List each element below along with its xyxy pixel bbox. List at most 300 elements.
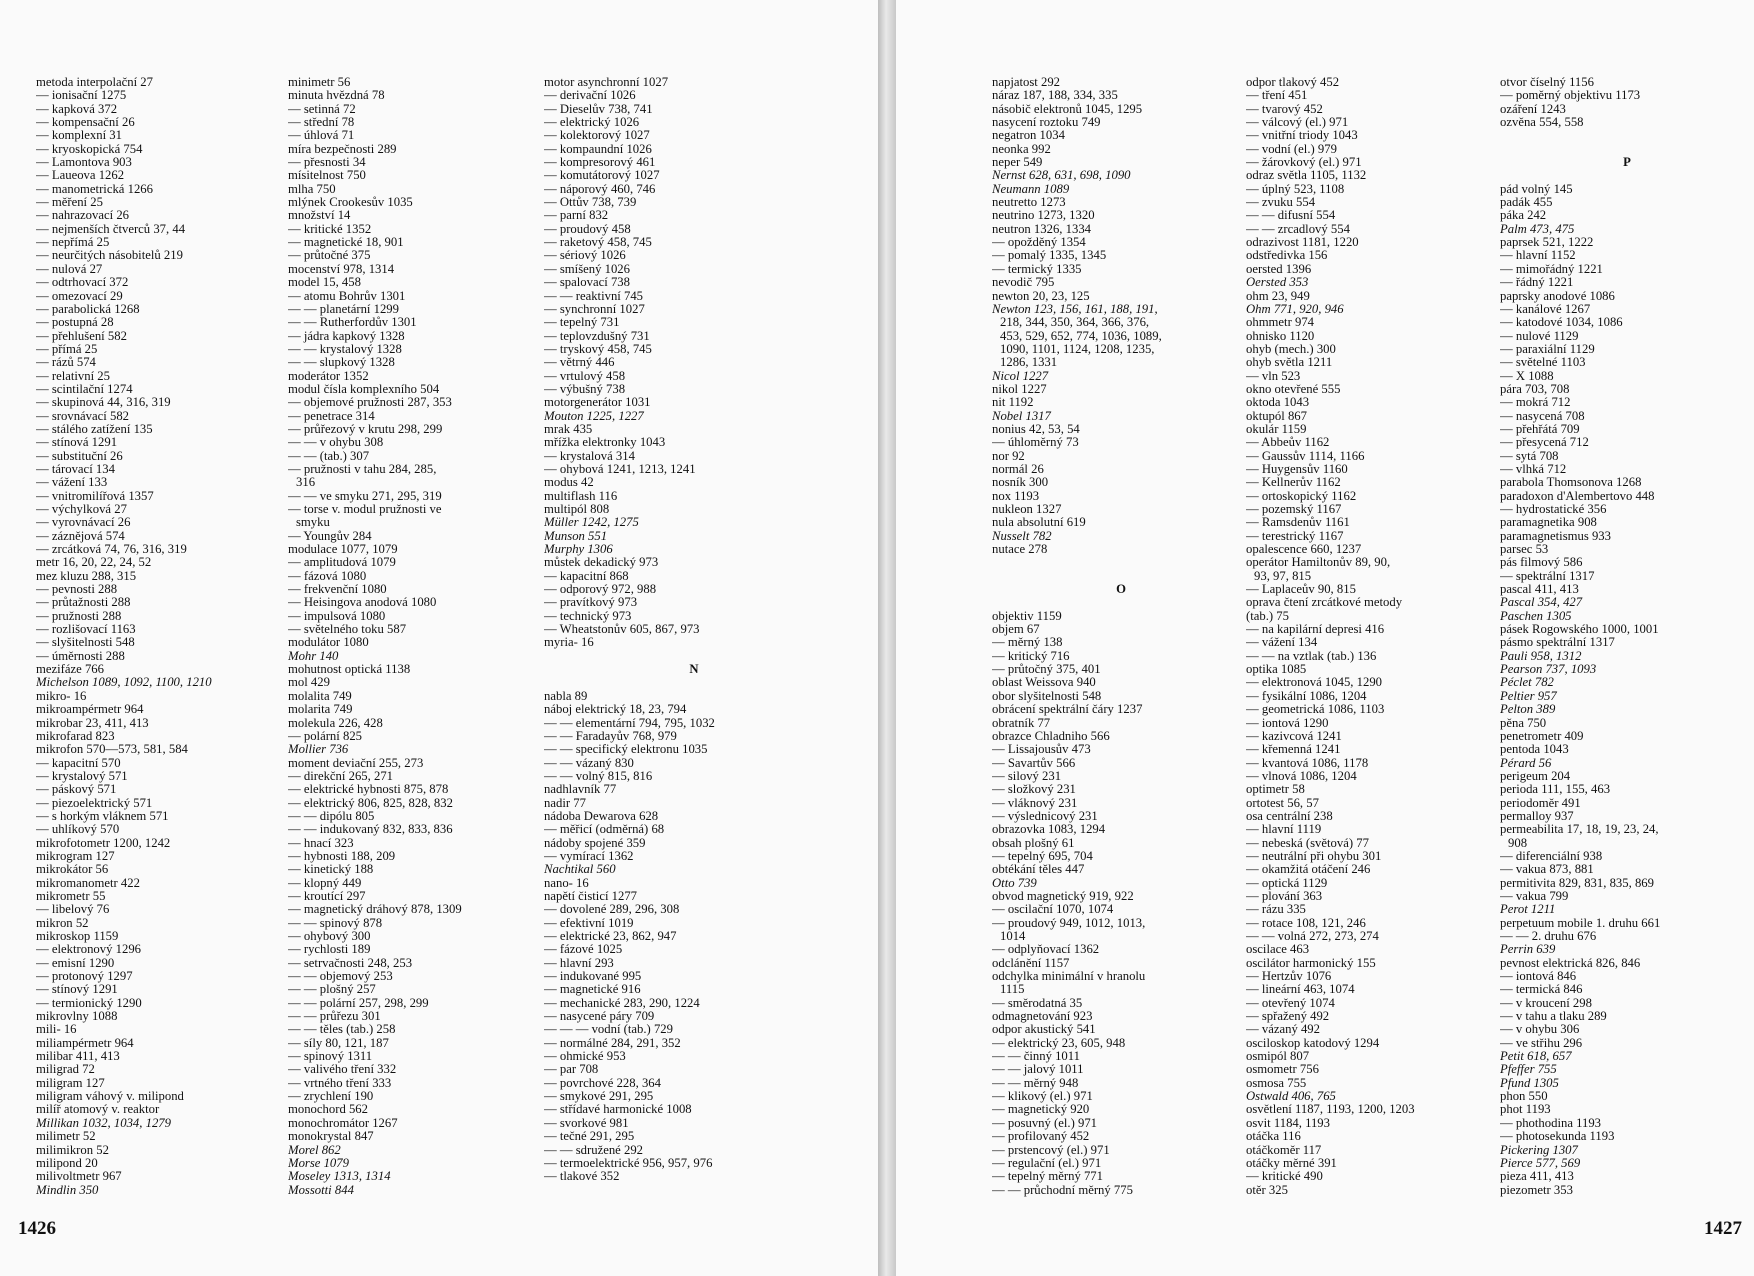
index-entry: — dovolené 289, 296, 308 [544, 902, 680, 917]
index-entry: — normálné 284, 291, 352 [544, 1035, 681, 1050]
index-entry: — vnitřní triody 1043 [1246, 128, 1358, 143]
index-entry: piezometr 353 [1500, 1182, 1573, 1197]
index-entry: — kritické 1352 [288, 221, 372, 236]
index-entry: — střídavé harmonické 1008 [544, 1102, 692, 1117]
index-entry: Moseley 1313, 1314 [288, 1169, 391, 1184]
index-entry: — parabolická 1268 [36, 301, 140, 316]
index-entry: neutretto 1273 [992, 195, 1066, 210]
index-entry: — vymírací 1362 [544, 848, 634, 863]
index-entry: nutace 278 [992, 542, 1048, 557]
index-entry: — — průchodní měrný 775 [992, 1182, 1133, 1197]
index-entry: — elektrické hybnosti 875, 878 [288, 782, 449, 797]
index-entry: perigeum 204 [1500, 768, 1571, 783]
index-entry: obrácení spektrální čáry 1237 [992, 702, 1143, 717]
index-entry: — ohybová 1241, 1213, 1241 [544, 461, 696, 476]
index-entry: — proudový 949, 1012, 1013, [992, 915, 1146, 930]
index-entry: nadir 77 [544, 795, 586, 810]
index-entry: milíř atomový v. reaktor [36, 1102, 160, 1117]
index-entry: mísitelnost 750 [288, 168, 366, 183]
index-entry: — — Faradayův 768, 979 [544, 728, 677, 743]
index-entry: Michelson 1089, 1092, 1100, 1210 [36, 675, 212, 690]
index-entry: — — 2. druhu 676 [1500, 929, 1597, 943]
index-entry: mikrogram 127 [36, 848, 115, 863]
index-entry: — iontová 846 [1500, 969, 1577, 984]
index-entry: násobič elektronů 1045, 1295 [992, 101, 1143, 116]
index-entry: Neumann 1089 [992, 181, 1070, 196]
index-entry: — direkční 265, 271 [288, 768, 394, 783]
index-entry: — v tahu a tlaku 289 [1500, 1009, 1607, 1024]
index-entry: phon 550 [1500, 1089, 1548, 1104]
index-entry: obvod magnetický 919, 922 [992, 888, 1134, 903]
blank-line [992, 596, 1250, 609]
index-entry: mlýnek Crookesův 1035 [288, 195, 413, 210]
index-entry: — — elementární 794, 795, 1032 [544, 715, 715, 730]
index-entry: odmagnetování 923 [992, 1009, 1093, 1024]
index-entry: oersted 1396 [1246, 261, 1312, 276]
index-entry: — — slupkový 1328 [288, 355, 395, 370]
index-entry: — — Rutherfordův 1301 [288, 315, 417, 330]
index-entry: 1115 [1000, 982, 1025, 997]
index-entry: pieza 411, 413 [1500, 1169, 1574, 1184]
index-entry: odpor tlakový 452 [1246, 76, 1340, 89]
index-entry: — stínový 1291 [36, 982, 118, 997]
index-entry: penetrometr 409 [1500, 728, 1584, 743]
index-entry: — — ve smyku 271, 295, 319 [288, 488, 442, 503]
index-entry: — optická 1129 [1246, 875, 1328, 890]
index-entry: — kryoskopická 754 [36, 141, 143, 156]
index-entry: Perrin 639 [1500, 942, 1556, 957]
index-entry: — tepelný měrný 771 [992, 1169, 1103, 1184]
index-entry: — kinetický 188 [288, 862, 374, 877]
index-entry: pád volný 145 [1500, 181, 1573, 196]
index-entry: — termická 846 [1500, 982, 1583, 997]
index-entry: — Gaussův 1114, 1166 [1246, 448, 1365, 463]
index-entry: neper 549 [992, 155, 1043, 170]
index-entry: nadhlavník 77 [544, 782, 617, 797]
index-entry: milibar 411, 413 [36, 1049, 120, 1064]
index-entry: — vláknový 231 [992, 795, 1078, 810]
index-entry: okno otevřené 555 [1246, 381, 1341, 396]
index-entry: obor slyšitelnosti 548 [992, 688, 1102, 703]
index-entry: otáčka 116 [1246, 1129, 1301, 1144]
index-entry: — profilovaný 452 [992, 1129, 1090, 1144]
index-entry: — derivační 1026 [544, 88, 636, 103]
index-entry: Müller 1242, 1275 [544, 515, 639, 530]
index-entry: — průtažnosti 288 [36, 595, 131, 610]
index-entry: — magnetický 920 [992, 1102, 1090, 1117]
index-entry: — substituční 26 [36, 448, 123, 463]
index-entry: mlha 750 [288, 181, 336, 196]
index-entry: mikroskop 1159 [36, 929, 119, 943]
index-entry: milimetr 52 [36, 1129, 96, 1144]
index-entry: — — reaktivní 745 [544, 288, 644, 303]
index-entry: odpor akustický 541 [992, 1022, 1096, 1037]
index-entry: mezifáze 766 [36, 662, 104, 677]
index-entry: pentoda 1043 [1500, 742, 1569, 757]
index-entry: — manometrická 1266 [36, 181, 153, 196]
index-entry: Ostwald 406, 765 [1246, 1089, 1336, 1104]
index-entry: 93, 97, 815 [1254, 568, 1312, 583]
index-entry: — zrychlení 190 [288, 1089, 374, 1104]
index-entry: — — volná 272, 273, 274 [1246, 929, 1379, 943]
index-entry: operátor Hamiltonův 89, 90, [1246, 555, 1391, 570]
index-entry: — záznějová 574 [36, 528, 125, 543]
index-entry: Petit 618, 657 [1500, 1049, 1572, 1064]
index-entry: — polární 825 [288, 728, 363, 743]
index-entry: 1014 [1000, 929, 1026, 943]
index-entry: — tepelný 731 [544, 315, 620, 330]
index-entry: otáčkoměr 117 [1246, 1142, 1322, 1157]
index-entry: — nepřímá 25 [36, 235, 110, 250]
index-entry: — pomalý 1335, 1345 [992, 248, 1107, 263]
blank-line [544, 650, 844, 663]
index-entry: Mossotti 844 [288, 1182, 354, 1197]
index-entry: Pierce 577, 569 [1500, 1155, 1581, 1170]
index-entry: — hlavní 1152 [1500, 248, 1576, 263]
index-entry: — Dieselův 738, 741 [544, 101, 653, 116]
index-entry: — pravítkový 973 [544, 595, 638, 610]
index-column-3 [1500, 76, 1754, 1197]
index-entry: permalloy 937 [1500, 808, 1574, 823]
index-entry: multipól 808 [544, 502, 610, 516]
index-entry: neonka 992 [992, 141, 1051, 156]
index-entry: — termický 1335 [992, 261, 1082, 276]
index-entry: — směrodatná 35 [992, 995, 1083, 1010]
index-entry: — průtočný 375, 401 [992, 662, 1101, 677]
index-entry: — rychlosti 189 [288, 942, 371, 957]
index-entry: — slyšitelnosti 548 [36, 635, 135, 650]
index-entry: — v kroucení 298 [1500, 995, 1592, 1010]
index-entry: — — jalový 1011 [992, 1062, 1084, 1077]
index-entry: oblast Weissova 940 [992, 675, 1096, 690]
index-entry: — měření 25 [36, 195, 103, 210]
index-entry: — v ohybu 306 [1500, 1022, 1580, 1037]
index-entry: osmometr 756 [1246, 1062, 1319, 1077]
index-entry: — tárovací 134 [36, 461, 115, 476]
index-entry: paprsek 521, 1222 [1500, 235, 1594, 250]
index-entry: ortotest 56, 57 [1246, 795, 1319, 810]
index-entry: — Huygensův 1160 [1246, 461, 1348, 476]
index-entry: — vodní (el.) 979 [1246, 141, 1337, 156]
index-entry: Nicol 1227 [992, 368, 1049, 383]
index-entry: mikroampérmetr 964 [36, 702, 144, 717]
index-entry: — synchronní 1027 [544, 301, 645, 316]
index-entry: — ortoskopický 1162 [1246, 488, 1357, 503]
index-entry: — efektivní 1019 [544, 915, 634, 930]
index-entry: — vlnová 1086, 1204 [1246, 768, 1357, 783]
index-entry: modulace 1077, 1079 [288, 542, 398, 557]
index-entry: — impulsová 1080 [288, 608, 386, 623]
index-entry: — fázové 1025 [544, 942, 623, 957]
index-entry: nukleon 1327 [992, 502, 1062, 516]
index-entry: — magnetické 18, 901 [288, 235, 404, 250]
index-entry: otáčky měrné 391 [1246, 1155, 1337, 1170]
index-entry: ozáření 1243 [1500, 101, 1566, 116]
index-entry: — s horkým vláknem 571 [36, 808, 169, 823]
index-entry: — elektrické 23, 862, 947 [544, 929, 677, 943]
index-entry: pásmo spektrální 1317 [1500, 635, 1615, 650]
index-entry: — — indukovaný 832, 833, 836 [288, 822, 453, 837]
index-entry: optimetr 58 [1246, 782, 1305, 797]
index-entry: — Heisingova anodová 1080 [288, 595, 437, 610]
index-entry: — — dipólu 805 [288, 808, 375, 823]
index-entry: — vlhká 712 [1500, 461, 1567, 476]
index-entry: — — měrný 948 [992, 1075, 1079, 1090]
index-entry: — amplitudová 1079 [288, 555, 396, 570]
index-column-2 [1246, 76, 1504, 1197]
index-entry: molekula 226, 428 [288, 715, 383, 730]
index-entry: monochord 562 [288, 1102, 368, 1117]
index-entry: — vrtulový 458 [544, 368, 626, 383]
index-entry: — mokrá 712 [1500, 395, 1571, 410]
index-entry: nádoba Dewarova 628 [544, 808, 659, 823]
index-entry: Pelton 389 [1500, 702, 1556, 717]
index-entry: obsah plošný 61 [992, 835, 1075, 850]
index-entry: — — planetární 1299 [288, 301, 399, 316]
index-entry: odstředivka 156 [1246, 248, 1328, 263]
index-entry: Mohr 140 [288, 648, 339, 663]
index-entry: — atomu Bohrův 1301 [288, 288, 406, 303]
index-entry: — objemové pružnosti 287, 353 [288, 395, 452, 410]
book-gutter [878, 0, 896, 1276]
index-entry: — tření 451 [1246, 88, 1308, 103]
index-entry: Mouton 1225, 1227 [544, 408, 644, 423]
index-entry: — kanálové 1267 [1500, 301, 1591, 316]
index-entry: — zvuku 554 [1246, 195, 1316, 210]
index-entry: mohutnost optická 1138 [288, 662, 411, 677]
blank-line [1500, 129, 1754, 142]
index-entry: osvit 1184, 1193 [1246, 1115, 1330, 1130]
index-entry: osmipól 807 [1246, 1049, 1310, 1064]
index-entry: — poměrný objektivu 1173 [1500, 88, 1641, 103]
index-entry: Nobel 1317 [992, 408, 1051, 423]
index-entry: — svorkové 981 [544, 1115, 629, 1130]
index-entry: — Ramsdenův 1161 [1246, 515, 1350, 530]
index-entry: mikrovlny 1088 [36, 1009, 118, 1024]
index-entry: — nasycené páry 709 [544, 1009, 655, 1024]
index-entry: — Savartův 566 [992, 755, 1076, 770]
index-entry: ohmmetr 974 [1246, 315, 1315, 330]
index-entry: — odplyňovací 1362 [992, 942, 1100, 957]
index-entry: — plování 363 [1246, 888, 1323, 903]
index-entry: — kompresorový 461 [544, 155, 656, 170]
index-column-2 [288, 76, 546, 1197]
index-entry: nádoby spojené 359 [544, 835, 646, 850]
index-entry: — pružnosti 288 [36, 608, 122, 623]
index-entry: modus 42 [544, 475, 594, 490]
index-entry: — Ottův 738, 739 [544, 195, 637, 210]
index-entry: motor asynchronní 1027 [544, 76, 669, 89]
index-entry: — regulační (el.) 971 [992, 1155, 1102, 1170]
index-entry: — úhloměrný 73 [992, 435, 1079, 450]
index-entry: — Lamontova 903 [36, 155, 132, 170]
index-entry: osciloskop katodový 1294 [1246, 1035, 1380, 1050]
index-entry: oktupól 867 [1246, 408, 1307, 423]
index-entry: — posuvný (el.) 971 [992, 1115, 1098, 1130]
index-entry: — krystalový 571 [36, 768, 128, 783]
index-entry: Murphy 1306 [544, 542, 613, 557]
blank-line [992, 556, 1250, 569]
index-entry: — Laplaceův 90, 815 [1246, 582, 1356, 597]
index-entry: — par 708 [544, 1062, 599, 1077]
index-entry: milivoltmetr 967 [36, 1169, 122, 1184]
index-entry: modulátor 1080 [288, 635, 369, 650]
index-entry: perpetuum mobile 1. druhu 661 [1500, 915, 1661, 930]
index-entry: — hlavní 293 [544, 955, 614, 970]
index-entry: — nulové 1129 [1500, 328, 1579, 343]
index-entry: — Wheatstonův 605, 867, 973 [544, 622, 700, 637]
index-entry: ohm 23, 949 [1246, 288, 1310, 303]
index-entry: — opožděný 1354 [992, 235, 1086, 250]
index-entry: — kroutící 297 [288, 888, 366, 903]
index-entry: můstek dekadický 973 [544, 555, 659, 570]
index-entry: parabola Thomsonova 1268 [1500, 475, 1642, 490]
index-entry: modul čísla komplexního 504 [288, 381, 440, 396]
index-entry: — photosekunda 1193 [1500, 1129, 1615, 1144]
index-entry: nox 1193 [992, 488, 1040, 503]
index-entry: milipond 20 [36, 1155, 98, 1170]
index-entry: — iontová 1290 [1246, 715, 1329, 730]
index-entry: — měrný 138 [992, 635, 1063, 650]
index-entry: mikrometr 55 [36, 888, 106, 903]
index-entry: — měřicí (odměrná) 68 [544, 822, 665, 837]
index-entry: okulár 1159 [1246, 421, 1307, 436]
index-entry: — sériový 1026 [544, 248, 626, 263]
index-entry: — nahrazovací 26 [36, 208, 130, 223]
index-entry: Palm 473, 475 [1500, 221, 1575, 236]
index-entry: — světelného toku 587 [288, 622, 407, 637]
index-entry: — — v ohybu 308 [288, 435, 384, 450]
index-entry: Ohm 771, 920, 946 [1246, 301, 1344, 316]
index-entry: monokrystal 847 [288, 1129, 374, 1144]
index-entry: — kritické 490 [1246, 1169, 1323, 1184]
index-entry: — setinná 72 [288, 101, 356, 116]
index-entry: — zrcátková 74, 76, 316, 319 [36, 542, 187, 557]
index-entry: Péclet 782 [1500, 675, 1554, 690]
index-entry: míra bezpečnosti 289 [288, 141, 397, 156]
index-entry: — tryskový 458, 745 [544, 341, 652, 356]
index-entry: nikol 1227 [992, 381, 1047, 396]
index-entry: 908 [1508, 835, 1528, 850]
index-entry: — výchylková 27 [36, 502, 127, 516]
page-number: 1427 [1704, 1218, 1742, 1239]
index-entry: — neurčitých násobitelů 219 [36, 248, 183, 263]
blank-line [992, 570, 1250, 583]
index-entry: myria- 16 [544, 635, 594, 650]
index-entry: osmosa 755 [1246, 1075, 1307, 1090]
index-entry: Paschen 1305 [1500, 608, 1572, 623]
index-entry: — neutrální při ohybu 301 [1246, 848, 1382, 863]
index-entry: paprsky anodové 1086 [1500, 288, 1615, 303]
index-entry: Munson 551 [544, 528, 608, 543]
index-entry: — vázaný 492 [1246, 1022, 1320, 1037]
index-entry: — magnetický dráhový 878, 1309 [288, 902, 462, 917]
index-entry: nevodič 795 [992, 275, 1055, 290]
index-entry: — ohmické 953 [544, 1049, 626, 1064]
index-entry: miliampérmetr 964 [36, 1035, 134, 1050]
index-entry: — Youngův 284 [288, 528, 372, 543]
index-entry: oscilátor harmonický 155 [1246, 955, 1376, 970]
index-entry: model 15, 458 [288, 275, 361, 290]
index-entry: — — difusní 554 [1246, 208, 1336, 223]
index-entry: — torse v. modul pružnosti ve [288, 502, 442, 516]
index-entry: — teplovzdušný 731 [544, 328, 650, 343]
index-entry: mikrofon 570—573, 581, 584 [36, 742, 188, 757]
index-entry: — výslednicový 231 [992, 808, 1098, 823]
index-entry: — lineární 463, 1074 [1246, 982, 1355, 997]
index-entry: 453, 529, 652, 774, 1036, 1089, [1000, 328, 1162, 343]
index-entry: Pérard 56 [1500, 755, 1552, 770]
index-entry: — skupinová 44, 316, 319 [36, 395, 171, 410]
index-entry: pěna 750 [1500, 715, 1547, 730]
index-entry: — průtočné 375 [288, 248, 371, 263]
index-entry: — otevřený 1074 [1246, 995, 1335, 1010]
index-entry: — pružnosti v tahu 284, 285, [288, 461, 437, 476]
index-entry: — — zrcadlový 554 [1246, 221, 1350, 236]
index-entry: — penetrace 314 [288, 408, 375, 423]
index-entry: Perot 1211 [1500, 902, 1556, 917]
index-entry: — úplný 523, 1108 [1246, 181, 1345, 196]
index-entry: perioda 111, 155, 463 [1500, 782, 1611, 797]
index-entry: — střední 78 [288, 115, 355, 130]
index-entry: — hydrostatické 356 [1500, 502, 1607, 516]
index-entry: — X 1088 [1500, 368, 1554, 383]
index-entry: odrazivost 1181, 1220 [1246, 235, 1359, 250]
index-entry: — frekvenční 1080 [288, 582, 387, 597]
index-entry: padák 455 [1500, 195, 1553, 210]
index-entry: — raketový 458, 745 [544, 235, 652, 250]
index-entry: nano- 16 [544, 875, 589, 890]
index-entry: mez kluzu 288, 315 [36, 568, 137, 583]
index-entry: nasycení roztoku 749 [992, 115, 1101, 130]
blank-line [544, 676, 844, 689]
index-entry: — setrvačnosti 248, 253 [288, 955, 413, 970]
index-entry: — fysikální 1086, 1204 [1246, 688, 1367, 703]
index-entry: — vyrovnávací 26 [36, 515, 131, 530]
index-column-1 [36, 76, 294, 1197]
index-entry: Pfeffer 755 [1500, 1062, 1557, 1077]
index-entry: obratník 77 [992, 715, 1051, 730]
index-entry: — složkový 231 [992, 782, 1076, 797]
index-entry: Nachtikal 560 [544, 862, 616, 877]
index-entry: mrak 435 [544, 421, 593, 436]
index-entry: napjatost 292 [992, 76, 1061, 89]
index-entry: — kompaundní 1026 [544, 141, 652, 156]
index-column-1 [992, 76, 1250, 1197]
index-entry: 218, 344, 350, 364, 366, 376, [1000, 315, 1150, 330]
right-page [896, 0, 1754, 1276]
index-entry: — průřezový v krutu 298, 299 [288, 421, 443, 436]
index-entry: — páskový 571 [36, 782, 117, 797]
index-entry: — kolektorový 1027 [544, 128, 650, 143]
index-entry: ohyb (mech.) 300 [1246, 341, 1336, 356]
index-entry: — pevnosti 288 [36, 582, 118, 597]
index-entry: množství 14 [288, 208, 351, 223]
index-entry: neutrino 1273, 1320 [992, 208, 1095, 223]
index-entry: — — krystalový 1328 [288, 341, 402, 356]
index-entry: newton 20, 23, 125 [992, 288, 1090, 303]
index-entry: Pearson 737, 1093 [1500, 662, 1597, 677]
index-entry: — ionisační 1275 [36, 88, 127, 103]
index-entry: — hlavní 1119 [1246, 822, 1322, 837]
index-entry: normál 26 [992, 461, 1044, 476]
section-letter: P [1623, 155, 1631, 170]
index-entry: moderátor 1352 [288, 368, 369, 383]
index-entry: permeabilita 17, 18, 19, 23, 24, [1500, 822, 1659, 837]
index-entry: — Abbeův 1162 [1246, 435, 1330, 450]
index-entry: miligram 127 [36, 1075, 105, 1090]
index-entry: nit 1192 [992, 395, 1034, 410]
